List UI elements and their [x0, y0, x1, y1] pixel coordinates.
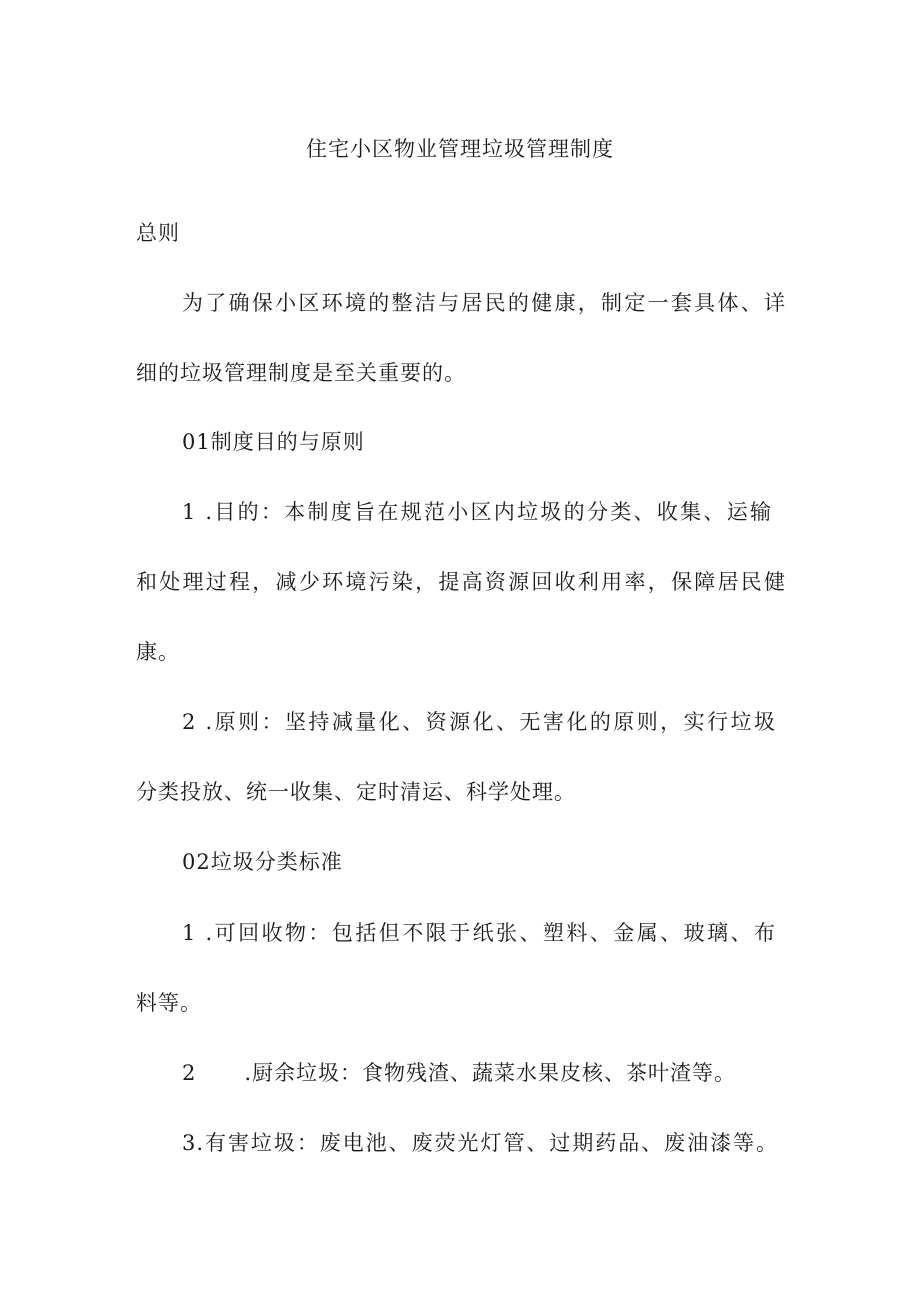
document-title: 住宅小区物业管理垃圾管理制度 [306, 137, 614, 161]
s1-item1-line-3: 康。 [136, 640, 180, 664]
s1-item2-line-2: 分类投放、统一收集、定时清运、科学处理。 [136, 780, 576, 804]
section-1-heading: 01制度目的与原则 [182, 430, 365, 454]
s2-item1-line-2: 料等。 [136, 991, 202, 1015]
section-2-heading: 02垃圾分类标准 [182, 850, 343, 874]
s2-item2-number: 2 [182, 1061, 197, 1085]
section-general-heading: 总则 [136, 221, 180, 245]
s2-item1-line-1: 1 .可回收物：包括但不限于纸张、塑料、金属、玻璃、布 [182, 921, 776, 945]
intro-line-2: 细的垃圾管理制度是至关重要的。 [136, 361, 466, 385]
s1-item2-line-1: 2 .原则：坚持减量化、资源化、无害化的原则，实行垃圾 [182, 710, 776, 734]
intro-line-1: 为了确保小区环境的整洁与居民的健康，制定一套具体、详 [182, 291, 786, 315]
s1-item1-line-1: 1 .目的：本制度旨在规范小区内垃圾的分类、收集、运输 [182, 500, 772, 524]
s2-item2-text: .厨余垃圾：食物残渣、蔬菜水果皮核、茶叶渣等。 [244, 1061, 737, 1085]
s1-item1-line-2: 和处理过程，减少环境污染，提高资源回收利用率，保障居民健 [136, 570, 786, 594]
s2-item3-line-1: 3.有害垃圾：废电池、废荧光灯管、过期药品、废油漆等。 [182, 1131, 778, 1155]
s2-item2-line [182, 1058, 842, 1088]
